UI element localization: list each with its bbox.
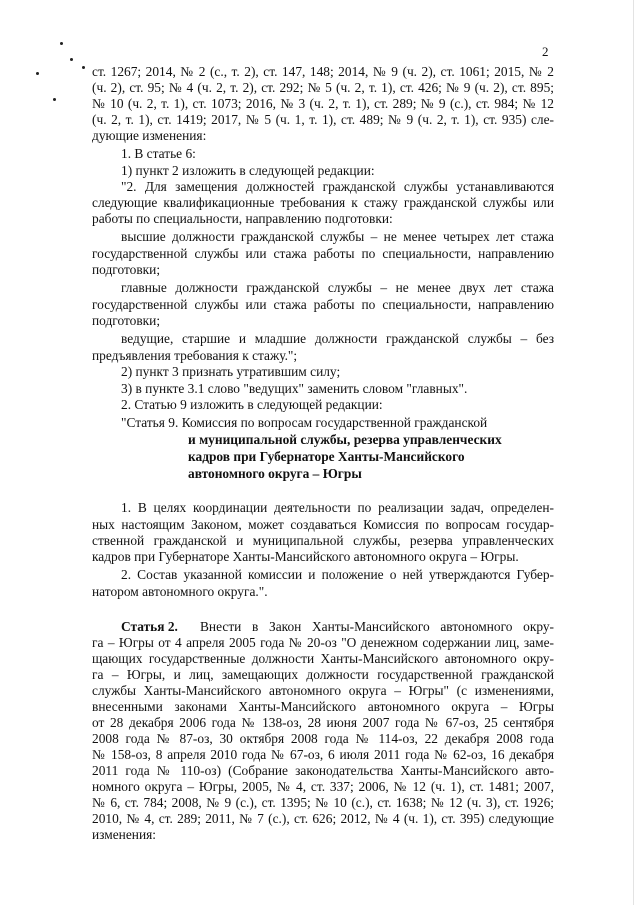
text-line: Внести в Закон Ханты-Мансийского автономного окру- [200, 619, 554, 634]
scan-edge [633, 0, 634, 905]
scan-speck [70, 58, 73, 61]
text-line: работы по специальности, направлению подготовки: [92, 211, 393, 226]
text-line: 2011 года № 110-оз) (Собрание законодательства Ханты-Мансийского авто- [92, 763, 554, 778]
text-line: главные должности гражданской службы – не менее двух лет стажа [121, 280, 554, 295]
article-9-title-line: кадров при Губернаторе Ханты-Мансийского [188, 449, 465, 464]
scan-speck [36, 72, 39, 75]
text-line: 3) в пункте 3.1 слово "ведущих" заменить словом "главных". [121, 381, 468, 396]
text-line: высшие должности гражданской службы – не менее четырех лет стажа [121, 229, 554, 244]
text-line: 2. Статью 9 изложить в следующей редакции: [121, 397, 383, 412]
scan-speck [60, 42, 63, 45]
text-line: 1) пункт 2 изложить в следующей редакции: [121, 163, 375, 178]
text-line: от 28 декабря 2006 года № 138-оз, 28 июня 2007 года № 67-оз, 25 сентября [92, 715, 554, 730]
article-2-label: Статья 2. [121, 619, 178, 634]
text-line: подготовки; [92, 262, 161, 277]
text-line: следующие квалификационные требования к стажу гражданской службы или [92, 195, 554, 210]
text-line: дующие изменения: [92, 128, 207, 143]
text-line: № 158-оз, 8 апреля 2010 года № 67-оз, 6 июля 2011 года № 62-оз, 16 декабря [92, 747, 554, 762]
text-line: предъявления требования к стажу."; [92, 348, 298, 363]
text-line: изменения: [92, 827, 157, 842]
text-line: щающих государственные должности Ханты-Мансийского автономного окру- [92, 651, 554, 666]
text-line: 2. Состав указанной комиссии и положение о ней утверждаются Губер- [121, 567, 554, 582]
scan-speck [53, 98, 56, 101]
text-line: № 10 (ч. 2, т. 1), ст. 1073; 2016, № 3 (ч. 2, т. 1), ст. 289; № 9 (с.), ст. 984; № 12 [92, 96, 554, 111]
text-line: ведущие, старшие и младшие должности гражданской службы – без [121, 331, 554, 346]
text-line: ных настоящим Законом, может создаваться Комиссия по вопросам государ- [92, 517, 554, 532]
text-line: ст. 1267; 2014, № 2 (с., т. 2), ст. 147, 148; 2014, № 9 (ч. 2), ст. 1061; 2015, № 2 [92, 64, 554, 79]
text-line: службы Ханты-Мансийского автономного округа – Югры" (с изменениями, [92, 683, 554, 698]
article-9-title-line: "Статья 9. Комиссия по вопросам государственной гражданской [121, 415, 488, 430]
text-line: 2008 года № 87-оз, 30 октября 2008 года № 114-оз, 22 декабря 2008 года [92, 731, 554, 746]
text-line: га – Югры, и лиц, замещающих должности государственной гражданской [92, 667, 554, 682]
article-9-title-line: автономного округа – Югры [188, 466, 362, 481]
article-9-title-line: и муниципальной службы, резерва управленческих [188, 432, 502, 447]
text-line: кадров при Губернаторе Ханты-Мансийского автономного округа – Югры. [92, 549, 519, 564]
text-line: подготовки; [92, 313, 161, 328]
text-line: внесенными законами Ханты-Мансийского автономного округа – Югры [92, 699, 554, 714]
text-line: "2. Для замещения должностей гражданской службы устанавливаются [121, 179, 554, 194]
text-line: (ч. 2), ст. 95; № 4 (ч. 2, т. 2), ст. 292; № 5 (ч. 2, т. 1), ст. 426; № 9 (ч. 2), ст. 895; [92, 80, 554, 95]
text-line: га – Югры от 4 апреля 2005 года № 20-оз "О денежном содержании лиц, заме- [92, 635, 554, 650]
text-line: натором автономного округа.". [92, 584, 268, 599]
text-line: 1. В целях координации деятельности по реализации задач, определен- [121, 500, 554, 515]
text-line: государственной службы или стажа работы по специальности, направлению [92, 297, 554, 312]
text-line: 1. В статье 6: [121, 146, 196, 161]
text-line: номного округа – Югры, 2005, № 4, ст. 337; 2006, № 12 (ч. 1), ст. 1481; 2007, [92, 779, 554, 794]
text-line: № 6, ст. 784; 2008, № 9 (с.), ст. 1395; № 10 (с.), ст. 1638; № 12 (ч. 3), ст. 1926; [92, 795, 554, 810]
text-line: ственной гражданской и муниципальной службы, резерва управленческих [92, 533, 554, 548]
text-line: государственной службы или стажа работы по специальности, направлению [92, 246, 554, 261]
text-line: 2010, № 4, ст. 289; 2011, № 7 (с.), ст. 626; 2012, № 4 (ч. 1), ст. 395) следующие [92, 811, 554, 826]
text-line: 2) пункт 3 признать утратившим силу; [121, 364, 341, 379]
text-line: (ч. 2, т. 1), ст. 1419; 2017, № 5 (ч. 1, т. 1), ст. 489; № 9 (ч. 2, т. 1), ст. 935) сле- [92, 112, 554, 127]
scan-speck [82, 66, 85, 69]
page-number: 2 [542, 44, 549, 59]
